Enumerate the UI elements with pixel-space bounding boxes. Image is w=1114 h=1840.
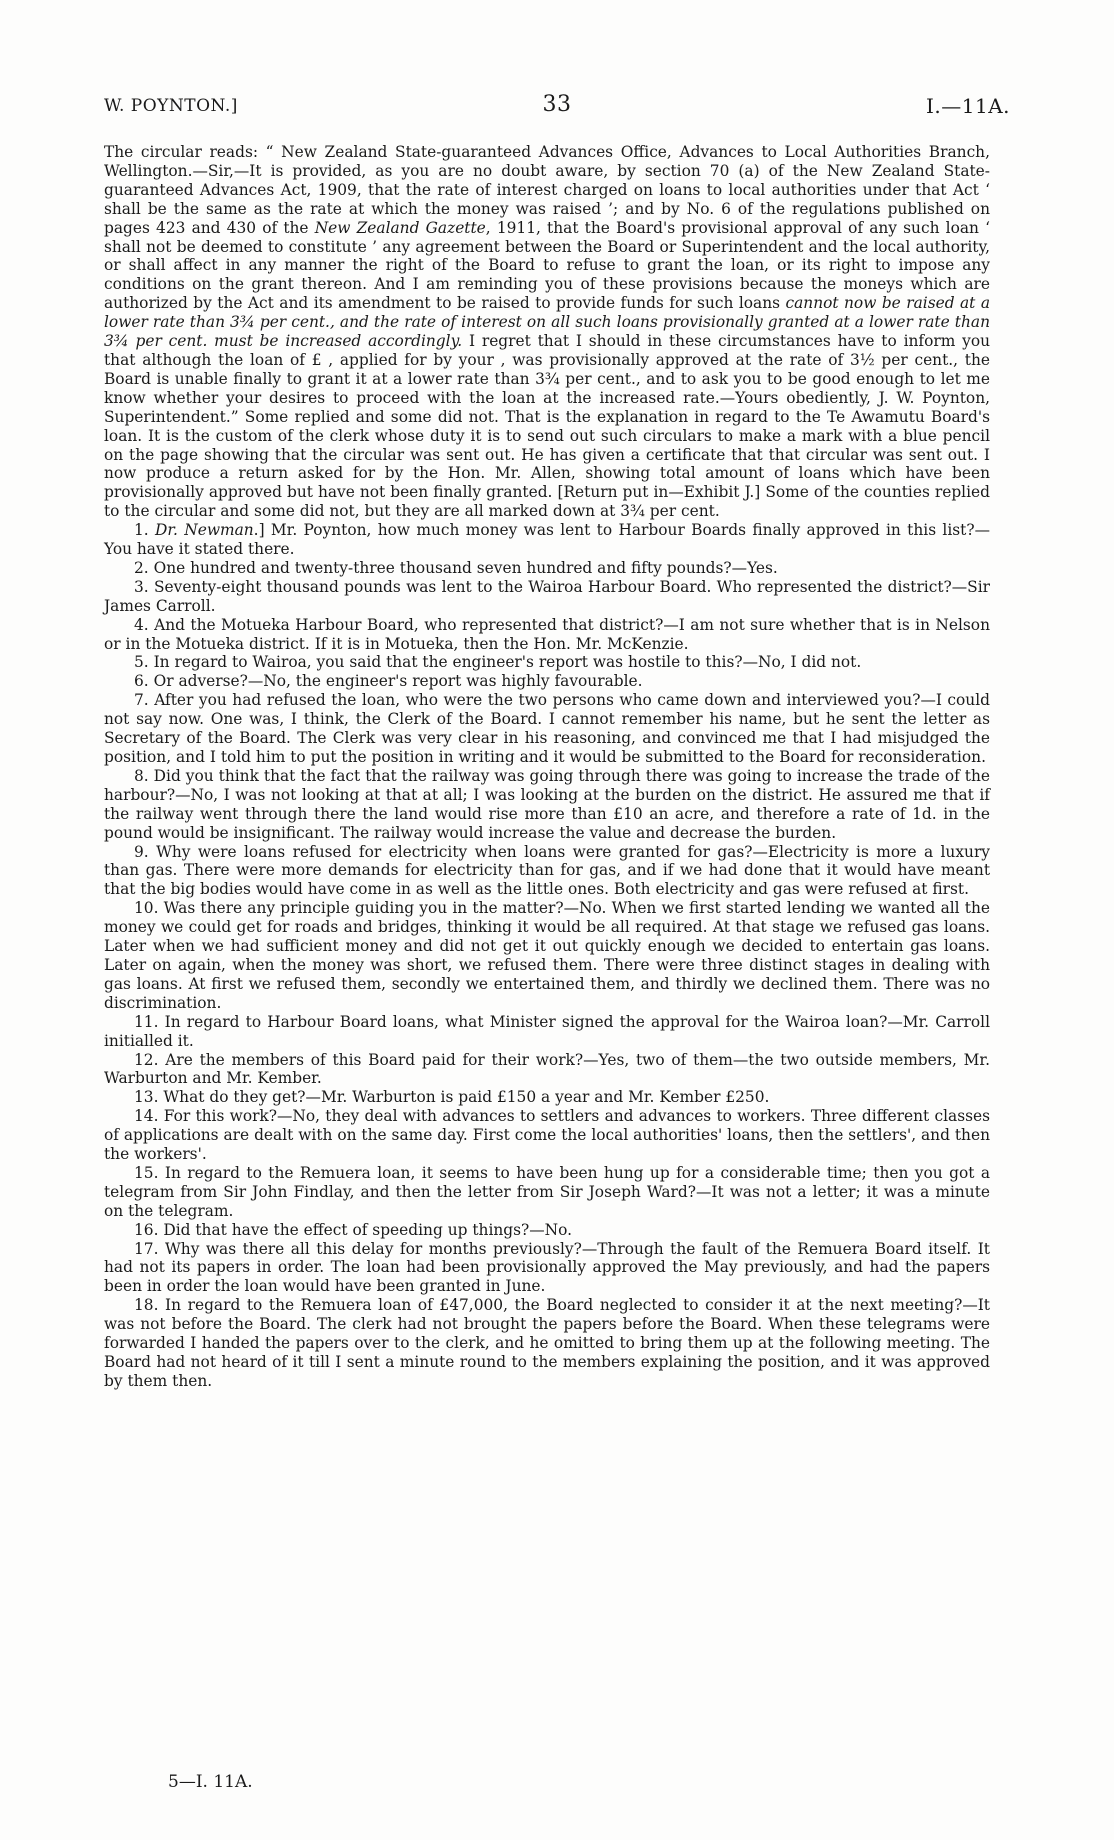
circular-text-3: I regret that I should in these circumstances have to inform you that although the loan of £ , applied for by your , was provisionally approved at the rate of 3½ per cent., the Board is unable finally to grant it at a lower rate than 3¾ per cent., and to ask you to be good enough to let me know whether your desires to proceed with the loan at the increased rate.—Yours obediently, J. W. Poynton, Superintendent.” Some replied and some did not. That is the explanation in regard to the Te Awamutu Board's loan. It is the custom of the clerk whose duty it is to send out such circulars to make a mark with a blue pencil on the page showing that the circular was sent out. He has given a certificate that that circular was sent out. I now produce a return asked for by the Hon. Mr. Allen, showing total amount of loans which have been provisionally approved but have not been finally granted. [Return put in—Exhibit J.] Some of the counties replied to the circular and some did not, but they are all marked down at 3¾ per cent. bbox=[104, 332, 990, 521]
page-header bbox=[104, 92, 1010, 120]
question-text: .] Mr. Poynton, how much money was lent to Harbour Boards finally approved in this list?—You have it stated there. bbox=[104, 521, 990, 559]
opening-paragraph bbox=[104, 143, 990, 521]
document-body bbox=[104, 143, 990, 1391]
question-1 bbox=[104, 521, 990, 559]
question-7: 7. After you had refused the loan, who were the two persons who came down and interviewed you?—I could not say now. One was, I think, the Clerk of the Board. I cannot remember his name, but he sent the letter as Secretary of the Board. The Clerk was very clear in his reasoning, and convinced me that I had misjudged the position, and I told him to put the position in writing and it would be submitted to the Board for reconsideration. bbox=[104, 691, 990, 766]
question-11: 11. In regard to Harbour Board loans, what Minister signed the approval for the Wairoa loan?—Mr. Carroll initialled it. bbox=[104, 1012, 990, 1050]
question-4: 4. And the Motueka Harbour Board, who represented that district?—I am not sure whether that is in Nelson or in the Motueka district. If it is in Motueka, then the Hon. Mr. McKenzie. bbox=[104, 615, 990, 653]
question-14: 14. For this work?—No, they deal with advances to settlers and advances to workers. Three different classes of applications are dealt with on the same day. First come the local authorities' loans, then the settlers', and then the workers'. bbox=[104, 1107, 990, 1164]
question-13: 13. What do they get?—Mr. Warburton is paid £150 a year and Mr. Kember £250. bbox=[134, 1088, 770, 1107]
question-number: 1. bbox=[134, 521, 156, 540]
circular-emphasis: cannot now be raised at a lower rate than 3¾ per cent., and the rate of interest on all such loans provisionally granted at a lower rate than 3¾ per cent. must be increased accordingly. bbox=[104, 294, 990, 351]
question-16: 16. Did that have the effect of speeding up things?—No. bbox=[134, 1220, 573, 1239]
question-3: 3. Seventy-eight thousand pounds was lent to the Wairoa Harbour Board. Who represented the district?—Sir James Carroll. bbox=[104, 577, 990, 615]
gazette-title: New Zealand Gazette bbox=[314, 218, 486, 237]
witness-name: W. POYNTON.] bbox=[104, 96, 238, 116]
question-17: 17. Why was there all this delay for months previously?—Through the fault of the Remuera Board itself. It had not its papers in order. The loan had been provisionally approved the May previously, and had the papers been in order the loan would have been granted in June. bbox=[104, 1239, 990, 1296]
circular-text-2: , 1911, that the Board's provisional approval of any such loan ‘ shall not be deemed to constitute ’ any agreement between the Board or Superintendent and the local authority, or shall affect in any manner the right of the Board to refuse to grant the loan, or its right to impose any conditions on the grant thereon. And I am reminding you of these provisions because the moneys which are authorized by the Act and its amendment to be raised to provide funds for such loans bbox=[104, 218, 990, 313]
page-number: 33 bbox=[542, 92, 572, 117]
paper-reference: I.—11A. bbox=[925, 94, 1010, 118]
question-15: 15. In regard to the Remuera loan, it seems to have been hung up for a considerable time; then you got a telegram from Sir John Findlay, and then the letter from Sir Joseph Ward?—It was not a letter; it was a minute on the telegram. bbox=[104, 1163, 990, 1220]
question-6: 6. Or adverse?—No, the engineer's report was highly favourable. bbox=[134, 672, 643, 691]
question-5: 5. In regard to Wairoa, you said that the engineer's report was hostile to this?—No, I did not. bbox=[134, 653, 862, 672]
speaker-name: Dr. Newman bbox=[155, 521, 254, 540]
question-18: 18. In regard to the Remuera loan of £47,000, the Board neglected to consider it at the next meeting?—It was not before the Board. The clerk had not brought the papers before the Board. When these telegrams were forwarded I handed the papers over to the clerk, and he omitted to bring them up at the following meeting. The Board had not heard of it till I sent a minute round to the members explaining the position, and it was approved by them then. bbox=[104, 1296, 990, 1390]
circular-text-1: The circular reads: “ New Zealand State-guaranteed Advances Office, Advances to Local Authorities Branch, Wellington.—Sir,—It is provided, as you are no doubt aware, by section 70 (a) of the New Zealand State-guaranteed Advances Act, 1909, that the rate of interest charged on loans to local authorities under that Act ‘ shall be the same as the rate at which the money was raised ’; and by No. 6 of the regulations published on pages 423 and 430 of the bbox=[104, 143, 990, 237]
question-9: 9. Why were loans refused for electricity when loans were granted for gas?—Electricity is more a luxury than gas. There were more demands for electricity than for gas, and if we had done that it would have meant that the big bodies would have come in as well as the little ones. Both electricity and gas were refused at first. bbox=[104, 842, 990, 899]
question-8: 8. Did you think that the fact that the railway was going through there was going to increase the trade of the harbour?—No, I was not looking at that at all; I was looking at the burden on the district. He assured me that if the railway went through there the land would rise more than £10 an acre, and therefore a rate of 1d. in the pound would be insignificant. The railway would increase the value and decrease the burden. bbox=[104, 766, 990, 842]
printer-signature: 5—I. 11A. bbox=[168, 1772, 253, 1792]
question-2: 2. One hundred and twenty-three thousand seven hundred and fifty pounds?—Yes. bbox=[134, 558, 778, 577]
question-10: 10. Was there any principle guiding you in the matter?—No. When we first started lending we wanted all the money we could get for roads and bridges, thinking it would be all required. At that stage we refused gas loans. Later when we had sufficient money and did not get it out quickly enough we decided to entertain gas loans. Later on again, when the money was short, we refused them. There were three distinct stages in dealing with gas loans. At first we refused them, secondly we entertained them, and thirdly we declined them. There was no discrimination. bbox=[104, 899, 990, 1012]
question-12: 12. Are the members of this Board paid for their work?—Yes, two of them—the two outside members, Mr. Warburton and Mr. Kember. bbox=[104, 1050, 990, 1088]
